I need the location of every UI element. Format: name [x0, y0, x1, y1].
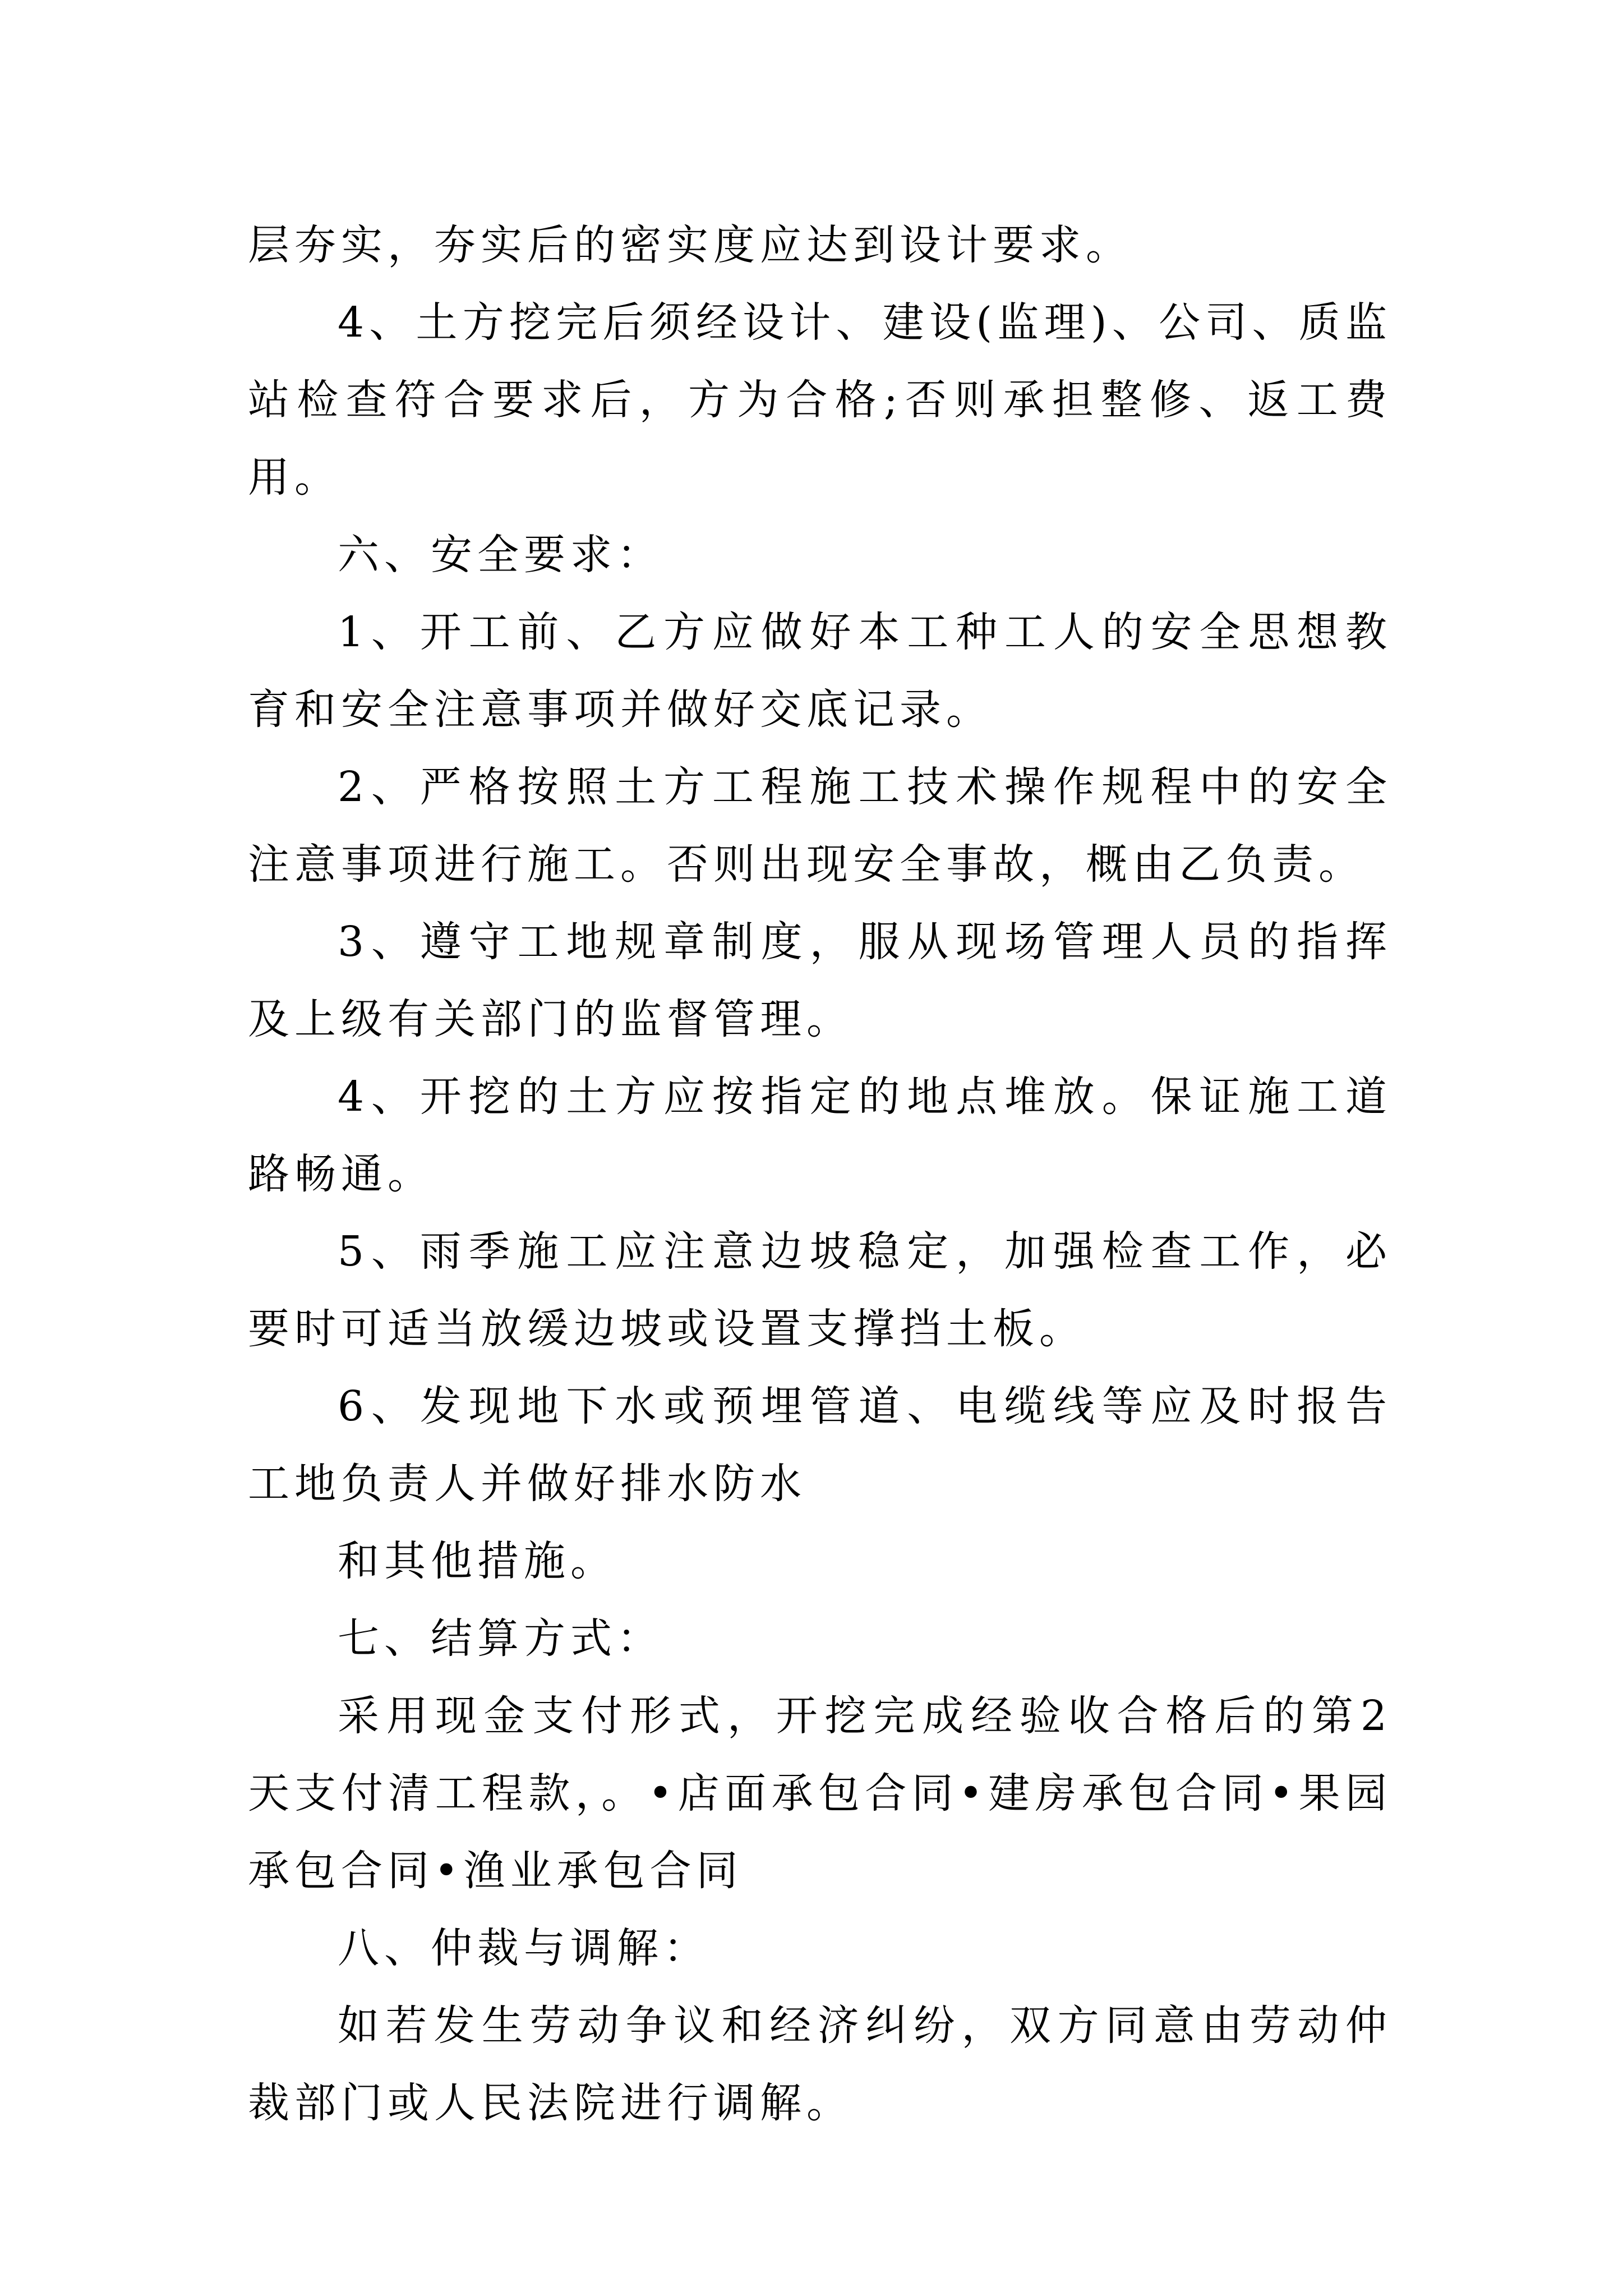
paragraph-safety-item-6-continued: 和其他措施。 — [338, 1537, 617, 1585]
section-heading-safety: 六、安全要求： — [338, 531, 663, 579]
section-heading-settlement: 七、结算方式： — [338, 1614, 663, 1663]
section-heading-arbitration: 八、仲裁与调解： — [338, 1924, 710, 1972]
paragraph-safety-item-6: 6、发现地下水或预埋管道、电缆线等应及时报告工地负责人并做好排水防水 — [248, 1382, 1392, 1508]
paragraph-safety-item-5: 5、雨季施工应注意边坡稳定，加强检查工作，必要时可适当放缓边坡或设置支撑挡土板。 — [248, 1227, 1392, 1353]
paragraph-safety-item-3: 3、遵守工地规章制度，服从现场管理人员的指挥及上级有关部门的监督管理。 — [248, 918, 1392, 1043]
document-body — [248, 206, 1392, 2142]
paragraph-inspection-item-4: 4、土方挖完后须经设计、建设(监理)、公司、质监站检查符合要求后，方为合格;否则承担整修、返工费用。 — [248, 298, 1392, 501]
paragraph-safety-item-1: 1、开工前、乙方应做好本工种工人的安全思想教育和安全注意事项并做好交底记录。 — [248, 608, 1392, 734]
paragraph-safety-item-2: 2、严格按照土方工程施工技术操作规程中的安全注意事项进行施工。否则出现安全事故，概由乙负责。 — [248, 763, 1392, 889]
paragraph-compaction-requirement: 层夯实，夯实后的密实度应达到设计要求。 — [248, 221, 1132, 269]
paragraph-arbitration-terms: 如若发生劳动争议和经济纠纷，双方同意由劳动仲裁部门或人民法院进行调解。 — [248, 2001, 1392, 2127]
paragraph-settlement-terms: 采用现金支付形式，开挖完成经验收合格后的第2天支付清工程款，。•店面承包合同•建房承包合同•果园承包合同•渔业承包合同 — [248, 1692, 1392, 1895]
paragraph-safety-item-4: 4、开挖的土方应按指定的地点堆放。保证施工道路畅通。 — [248, 1073, 1392, 1198]
